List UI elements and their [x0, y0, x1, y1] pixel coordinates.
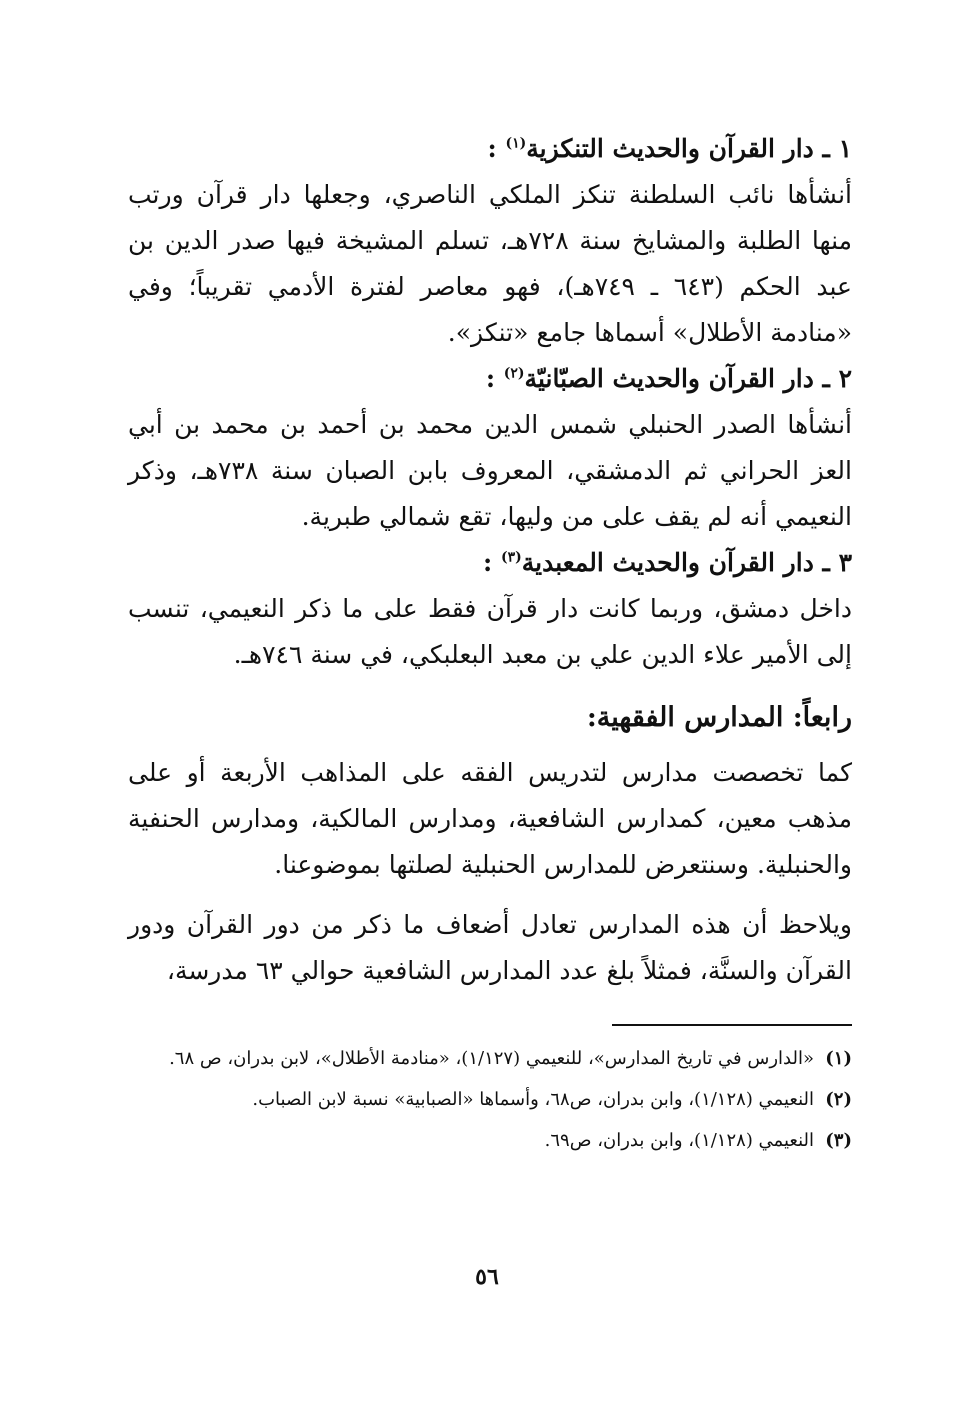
footnote-ref-1[interactable]: (١) [505, 135, 527, 152]
footnote-number: (١) [825, 1048, 852, 1069]
footnotes [128, 1040, 852, 1163]
footnote-1 [128, 1040, 852, 1077]
section-paragraph-2: ويلاحظ أن هذه المدارس تعادل أضعاف ما ذكر من دور القرآن ودور القرآن والسنَّة، فمثلاً بلغ عدد المدارس الشافعية حوالي ٦٣ مدرسة، [128, 910, 852, 985]
footnote-number: (٢) [825, 1089, 852, 1110]
item-1-heading: ١ ـ دار القرآن والحديث التنكزية$^{(١)}$ : [487, 134, 852, 163]
item-3-paragraph: داخل دمشق، وربما كانت دار قرآن فقط على ما ذكر النعيمي، تنسب إلى الأمير علاء الدين علي بن معبد البعلبكي، في سنة ٧٤٦هـ. [128, 594, 852, 669]
footnote-text: «الدارس في تاريخ المدارس»، للنعيمي (١/١٢٧)، «منادمة الأطلال»، لابن بدران، ص ٦٨. [169, 1048, 814, 1069]
main-text [128, 126, 852, 994]
item-1-paragraph: أنشأها نائب السلطنة تنكز الملكي الناصري، وجعلها دار قرآن ورتب منها الطلبة والمشايخ سنة ٧٢٨هـ، تسلم المشيخة فيها صدر الدين بن عبد الحكم (٦٤٣ ـ ٧٤٩هـ)، فهو معاصر لفترة الأدمي تقريباً؛ وفي «منادمة الأطلال» أسماها جامع «تنكز». [128, 180, 853, 347]
section-title: رابعاً: المدارس الفقهية: [586, 702, 852, 733]
footnote-2 [128, 1081, 852, 1118]
item-3-heading: ٣ ـ دار القرآن والحديث المعبدية$^{(٣)}$ : [483, 548, 852, 577]
page-number: ٥٦ [475, 1264, 499, 1290]
footnote-divider [612, 1024, 852, 1026]
item-2-heading: ٢ ـ دار القرآن والحديث الصبّانيّة$^{(٢)}$ : [485, 364, 852, 393]
footnote-text: النعيمي (١/١٢٨)، وابن بدران، ص٦٩. [544, 1130, 814, 1151]
footnote-text: النعيمي (١/١٢٨)، وابن بدران، ص٦٨، وأسماها «الصبابية» نسبة لابن الصباب. [252, 1089, 814, 1110]
section-paragraph-1: كما تخصصت مدارس لتدريس الفقه على المذاهب الأربعة أو على مذهب معين، كمدارس الشافعية، ومدارس المالكية، ومدارس الحنفية والحنبلية. وسنتعرض للمدارس الحنبلية لصلتها بموضوعنا. [128, 758, 852, 879]
footnote-ref-3[interactable]: (٣) [500, 549, 522, 566]
footnote-3 [128, 1122, 852, 1159]
item-2-paragraph: أنشأها الصدر الحنبلي شمس الدين محمد بن أحمد بن محمد بن أبي العز الحراني ثم الدمشقي، المعروف بابن الصبان سنة ٧٣٨هـ، وذكر النعيمي أنه لم يقف على من وليها، تقع شمالي طبرية. [128, 410, 852, 531]
footnote-number: (٣) [825, 1130, 852, 1151]
footnote-ref-2[interactable]: (٢) [503, 365, 525, 382]
